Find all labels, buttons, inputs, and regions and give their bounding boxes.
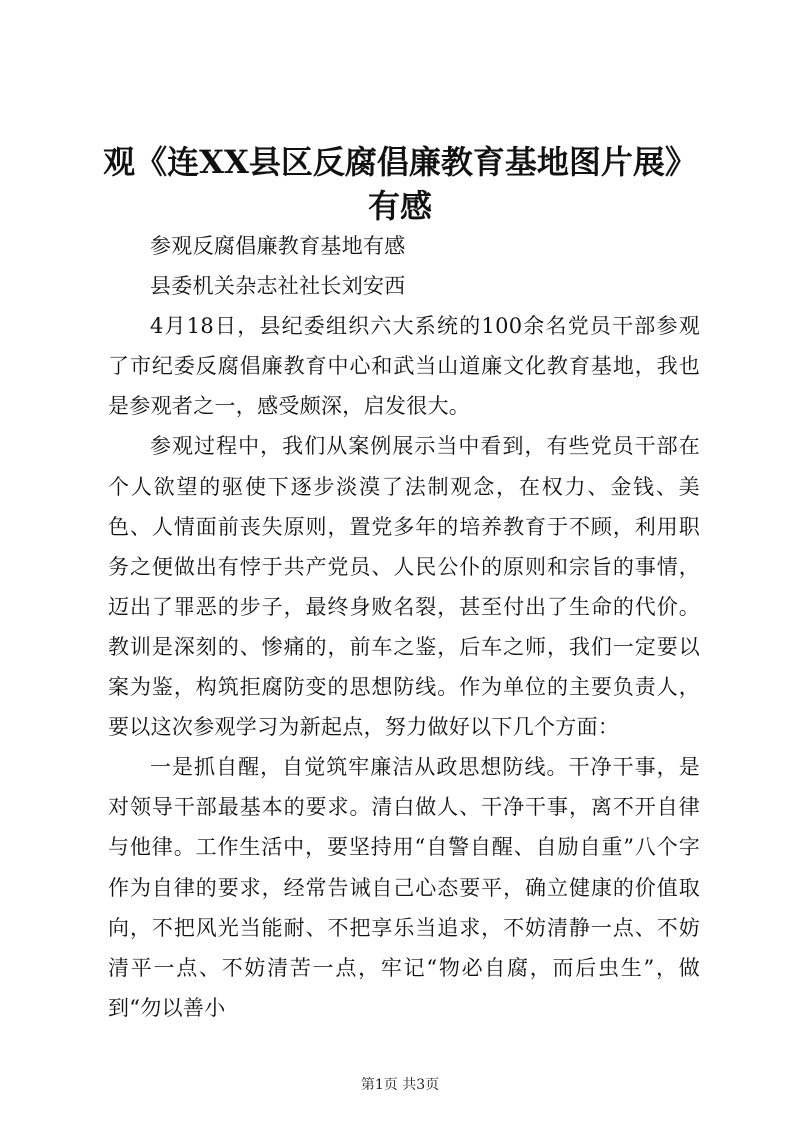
- paragraph-3: 一是抓自醒，自觉筑牢廉洁从政思想防线。干净干事，是对领导干部最基本的要求。清白做人、干净干事，离不开自律与他律。工作生活中，要坚持用“自警自醒、自励自重”八个字作为自律的要求，经常告诫自己心态要平，确立健康的价值取向，不把风光当能耐、不把享乐当追求，不妨清静一点、不妨清平一点、不妨清苦一点，牢记“物必自腐，而后虫生”，做到“勿以善小: [108, 755, 700, 1020]
- document-body: [108, 226, 700, 1028]
- page-footer: 第1页 共3页: [360, 1077, 440, 1093]
- author-line: 县委机关杂志社社长刘安西: [150, 274, 406, 299]
- document-title: 观《连XX县区反腐倡廉教育基地图片展》有感: [103, 143, 697, 225]
- paragraph-1: 4月18日，县纪委组织六大系统的100余名党员干部参观了市纪委反腐倡廉教育中心和武当山道廉文化教育基地，我也是参观者之一，感受颇深，启发很大。: [108, 314, 700, 419]
- paragraph-2: 参观过程中，我们从案例展示当中看到，有些党员干部在个人欲望的驱使下逐步淡漠了法制观念，在权力、金钱、美色、人情面前丧失原则，置党多年的培养教育于不顾，利用职务之便做出有悖于共产党员、人民公仆的原则和宗旨的事情，迈出了罪恶的步子，最终身败名裂，甚至付出了生命的代价。教训是深刻的、惨痛的，前车之鉴，后车之师，我们一定要以案为鉴，构筑拒腐防变的思想防线。作为单位的主要负责人，要以这次参观学习为新起点，努力做好以下几个方面：: [108, 434, 700, 740]
- subtitle-line: 参观反腐倡廉教育基地有感: [150, 234, 406, 258]
